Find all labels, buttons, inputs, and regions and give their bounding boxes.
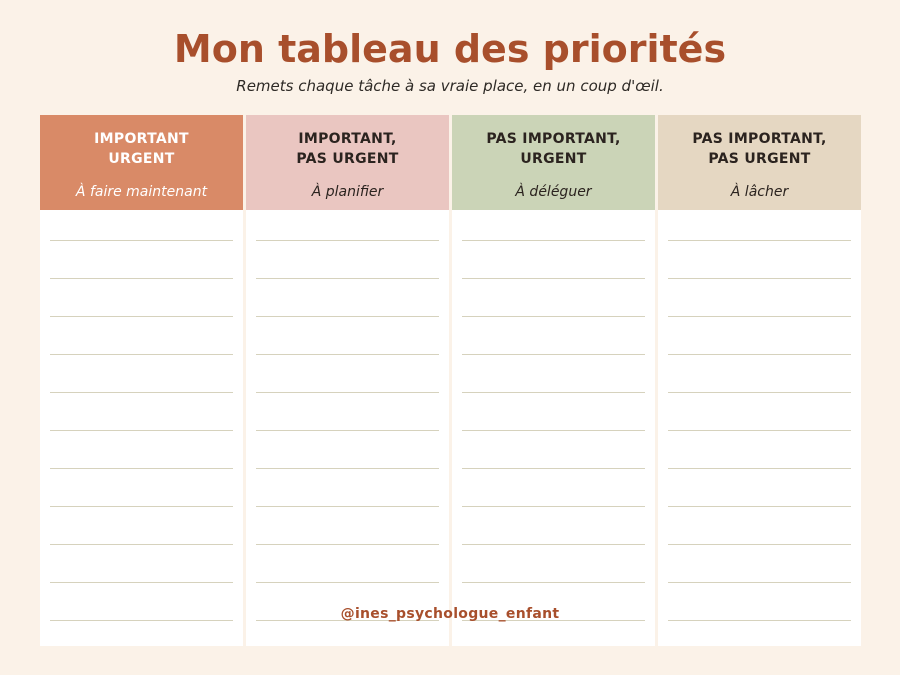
column-title: PAS IMPORTANT, PAS URGENT — [692, 131, 827, 167]
writing-line — [50, 430, 233, 431]
writing-line — [462, 354, 645, 355]
writing-line — [668, 582, 851, 583]
writing-line — [256, 544, 439, 545]
writing-lines[interactable] — [256, 210, 439, 646]
column-subtitle: À faire maintenant — [75, 184, 208, 200]
writing-line — [462, 582, 645, 583]
writing-line — [668, 468, 851, 469]
column-subtitle: À lâcher — [730, 184, 789, 200]
writing-lines[interactable] — [668, 210, 851, 646]
writing-line — [256, 278, 439, 279]
writing-line — [462, 278, 645, 279]
writing-line — [50, 316, 233, 317]
column-header — [452, 115, 655, 210]
column-header — [40, 115, 243, 210]
writing-line — [462, 506, 645, 507]
writing-line — [50, 544, 233, 545]
writing-line — [668, 316, 851, 317]
writing-line — [256, 392, 439, 393]
column-title: IMPORTANT, PAS URGENT — [296, 131, 399, 167]
column-subtitle: À déléguer — [515, 184, 592, 200]
writing-line — [668, 544, 851, 545]
writing-line — [256, 468, 439, 469]
writing-line — [462, 316, 645, 317]
writing-lines[interactable] — [462, 210, 645, 646]
writing-line — [50, 354, 233, 355]
writing-lines[interactable] — [50, 210, 233, 646]
writing-line — [668, 430, 851, 431]
writing-line — [462, 468, 645, 469]
writing-line — [668, 392, 851, 393]
column-title: IMPORTANT URGENT — [94, 131, 189, 167]
column-header — [246, 115, 449, 210]
author-handle: @ines_psychologue_enfant — [340, 606, 560, 622]
writing-line — [668, 278, 851, 279]
column-title: PAS IMPORTANT, URGENT — [486, 131, 621, 167]
writing-line — [668, 506, 851, 507]
column-not-important-urgent — [452, 115, 655, 646]
column-header — [658, 115, 861, 210]
priority-grid — [40, 115, 861, 646]
writing-line — [256, 354, 439, 355]
writing-line — [462, 392, 645, 393]
writing-line — [50, 240, 233, 241]
writing-line — [50, 506, 233, 507]
writing-line — [50, 278, 233, 279]
writing-line — [50, 582, 233, 583]
page-subtitle: Remets chaque tâche à sa vraie place, en un coup d'œil. — [236, 77, 664, 95]
column-not-important-not-urgent — [658, 115, 861, 646]
writing-line — [462, 430, 645, 431]
writing-line — [256, 316, 439, 317]
column-subtitle: À planifier — [311, 184, 384, 200]
writing-line — [256, 582, 439, 583]
writing-line — [462, 544, 645, 545]
writing-line — [50, 468, 233, 469]
writing-line — [256, 506, 439, 507]
page-title: Mon tableau des priorités — [173, 27, 727, 71]
writing-line — [50, 392, 233, 393]
writing-line — [462, 240, 645, 241]
writing-line — [668, 354, 851, 355]
writing-line — [256, 240, 439, 241]
writing-line — [256, 430, 439, 431]
column-important-urgent — [40, 115, 243, 646]
writing-line — [668, 240, 851, 241]
column-important-not-urgent — [246, 115, 449, 646]
